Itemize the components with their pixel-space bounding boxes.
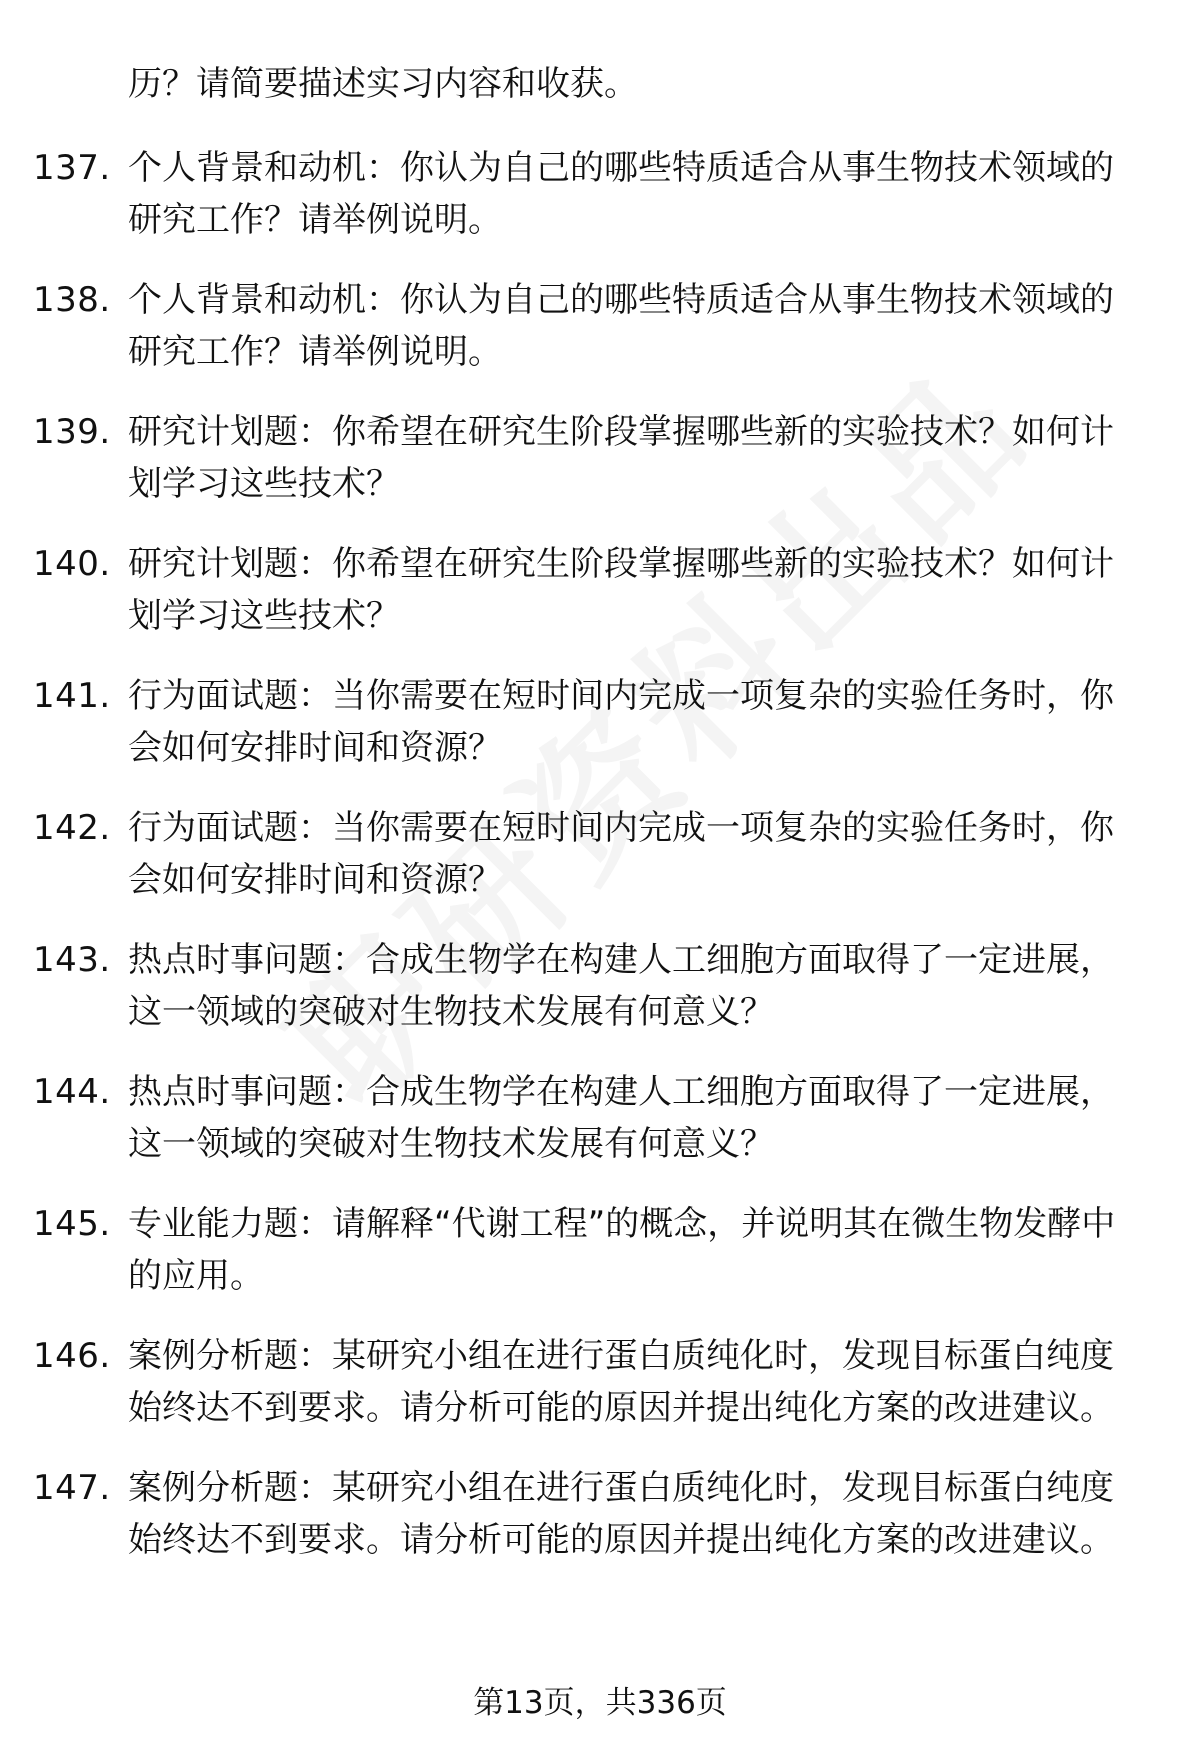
question-item (33, 1198, 1143, 1302)
question-item (33, 934, 1143, 1038)
question-item (33, 538, 1143, 642)
question-text: 案例分析题：某研究小组在进行蛋白质纯化时，发现目标蛋白纯度始终达不到要求。请分析可能的原因并提出纯化方案的改进建议。 (128, 1336, 1114, 1428)
question-number: 145. (33, 1204, 111, 1244)
question-text: 热点时事问题：合成生物学在构建人工细胞方面取得了一定进展，这一领域的突破对生物技术发展有何意义？ (128, 1072, 1114, 1164)
question-number: 142. (33, 808, 111, 848)
question-text: 热点时事问题：合成生物学在构建人工细胞方面取得了一定进展，这一领域的突破对生物技术发展有何意义？ (128, 940, 1114, 1032)
page-footer: 第13页，共336页 (473, 1685, 727, 1721)
question-text: 专业能力题：请解释“代谢工程”的概念，并说明其在微生物发酵中的应用。 (128, 1204, 1116, 1296)
question-item (33, 274, 1143, 378)
question-item (33, 1066, 1143, 1170)
question-number: 143. (33, 940, 111, 980)
question-item (33, 1462, 1143, 1566)
question-text: 个人背景和动机：你认为自己的哪些特质适合从事生物技术领域的研究工作？请举例说明。 (128, 280, 1114, 372)
question-list (33, 142, 1143, 1594)
question-text: 行为面试题：当你需要在短时间内完成一项复杂的实验任务时，你会如何安排时间和资源？ (128, 808, 1114, 900)
question-number: 138. (33, 280, 111, 320)
continuation-text: 历？请简要描述实习内容和收获。 (128, 64, 638, 104)
question-item (33, 670, 1143, 774)
question-text: 研究计划题：你希望在研究生阶段掌握哪些新的实验技术？如何计划学习这些技术？ (128, 544, 1114, 636)
question-number: 147. (33, 1468, 111, 1508)
question-number: 137. (33, 148, 111, 188)
question-number: 141. (33, 676, 111, 716)
question-number: 140. (33, 544, 111, 584)
question-number: 139. (33, 412, 111, 452)
question-item (33, 802, 1143, 906)
question-item (33, 1330, 1143, 1434)
question-item (33, 142, 1143, 246)
question-text: 个人背景和动机：你认为自己的哪些特质适合从事生物技术领域的研究工作？请举例说明。 (128, 148, 1114, 240)
question-number: 146. (33, 1336, 111, 1376)
question-number: 144. (33, 1072, 111, 1112)
question-text: 案例分析题：某研究小组在进行蛋白质纯化时，发现目标蛋白纯度始终达不到要求。请分析可能的原因并提出纯化方案的改进建议。 (128, 1468, 1114, 1560)
question-text: 行为面试题：当你需要在短时间内完成一项复杂的实验任务时，你会如何安排时间和资源？ (128, 676, 1114, 768)
question-text: 研究计划题：你希望在研究生阶段掌握哪些新的实验技术？如何计划学习这些技术？ (128, 412, 1114, 504)
question-item (33, 406, 1143, 510)
